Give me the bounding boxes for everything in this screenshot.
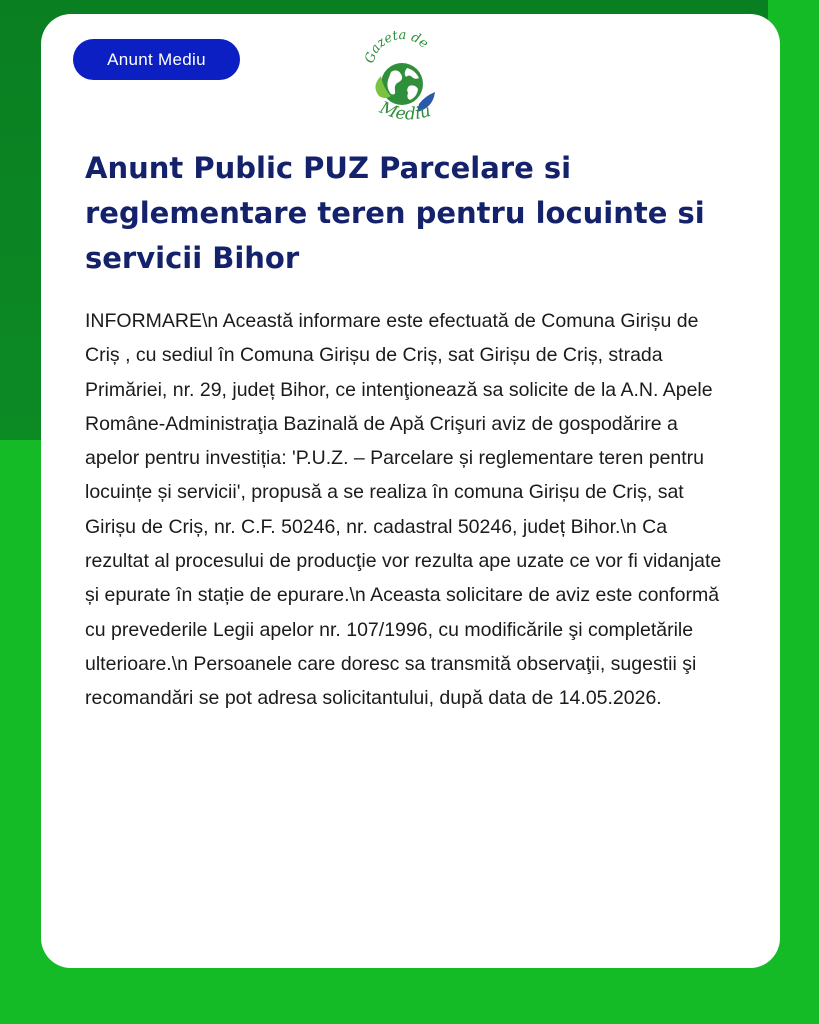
article-body: INFORMARE\n Această informare este efectuată de Comuna Girișu de Criș , cu sediul în Comuna Girișu de Criș, sat Girișu de Criș, strada Primăriei, nr. 29, județ Bihor, ce intenţionează sa solicite de la A.N. Apele Române-Administraţia Bazinală de Apă Crişuri aviz de gospodărire a apelor pentru investiția: 'P.U.Z. – Parcelare și reglementare teren pentru locuințe și servicii', propusă a se realiza în comuna Girișu de Criș, sat Girișu de Criș, nr. C.F. 50246, nr. cadastral 50246, județ Bihor.\n Ca rezultat al procesului de producţie vor rezulta ape uzate ce vor fi vidanjate și epurate în stație de epurare.\n Aceasta solicitare de aviz este conformă cu prevederile Legii apelor nr. 107/1996, cu modificările şi completările ulterioare.\n Persoanele care doresc sa transmită observaţii, sugestii şi recomandări se pot adresa solicitantului, după data de 14.05.2026. [85,310,722,710]
article-title: Anunt Public PUZ Parcelare si reglementare teren pentru locuinte si servicii Bihor [85,151,705,275]
svg-text:Gazeta de [362,28,431,65]
globe-icon [381,63,423,105]
category-badge[interactable]: Anunt Mediu [73,39,240,80]
announcement-card [41,14,780,968]
logo-text-bottom: Mediu [376,97,434,125]
logo-text-top: Gazeta de [362,27,431,66]
gazeta-de-mediu-logo[interactable] [359,26,445,138]
